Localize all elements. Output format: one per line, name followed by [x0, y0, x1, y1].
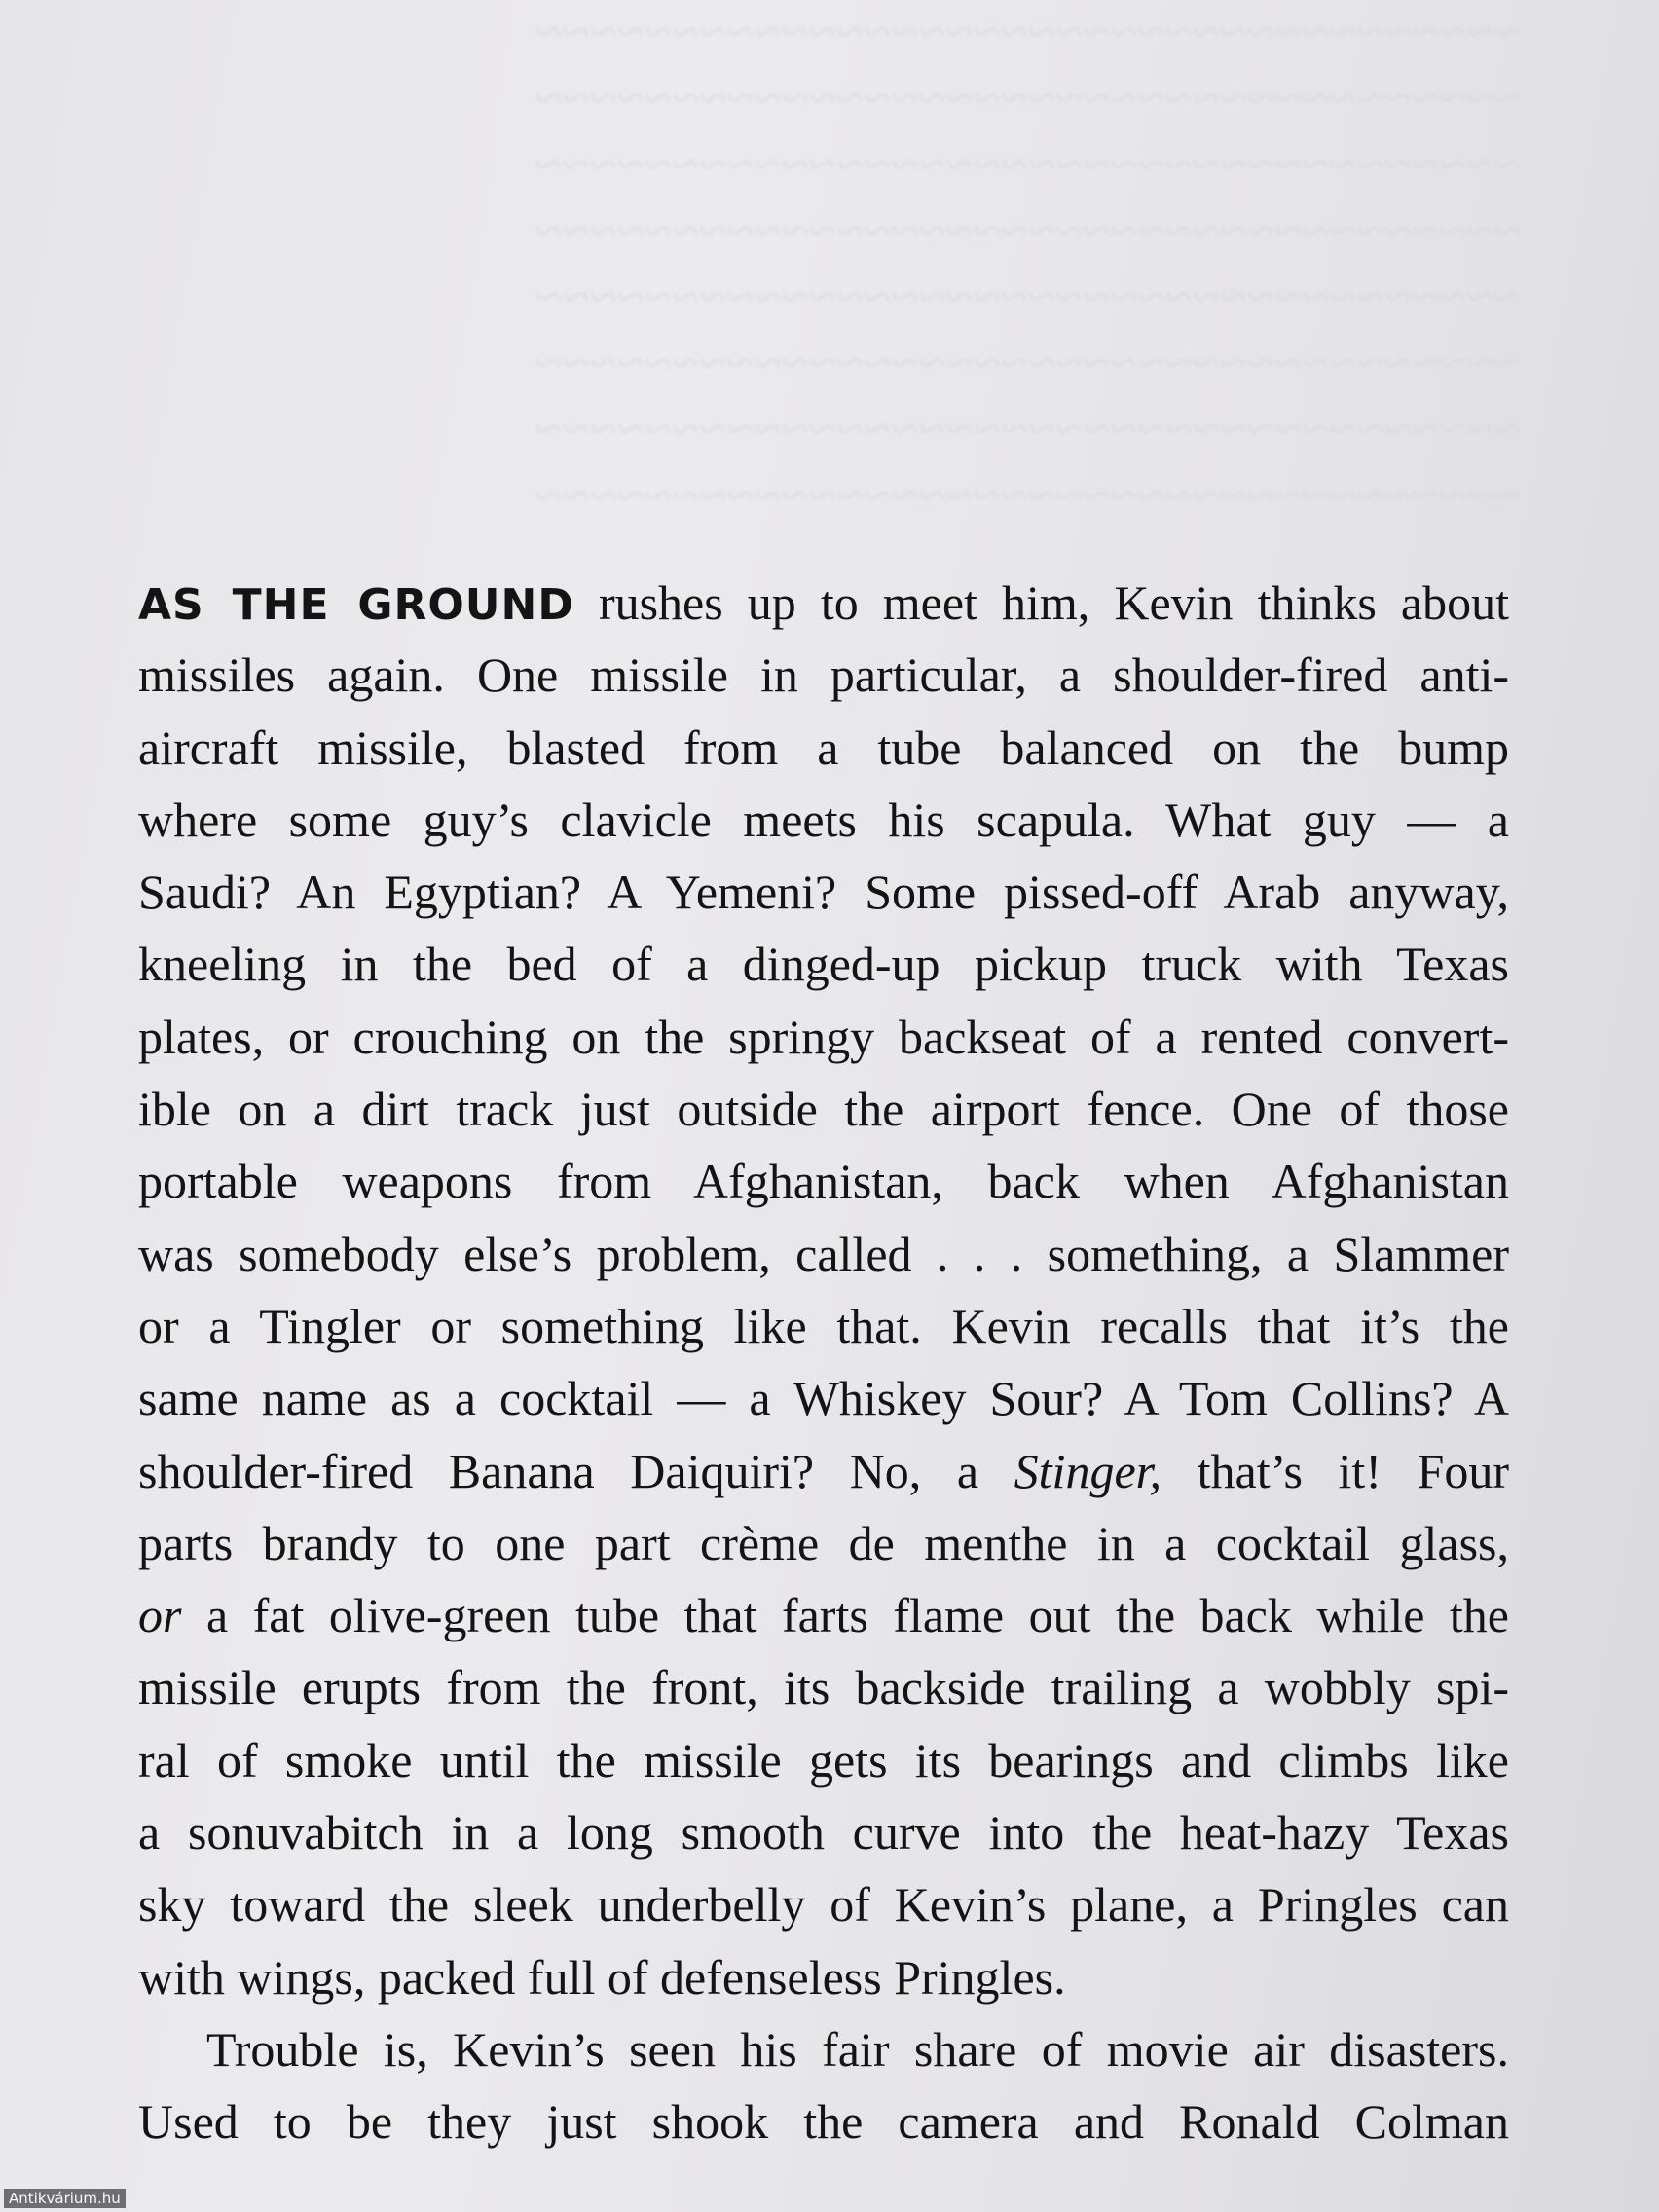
- text-line: Saudi? An Egyptian? A Yemeni? Some pissed-off Arab anyway,: [138, 865, 1509, 920]
- text-line: aircraft missile, blasted from a tube balanced on the bump: [138, 719, 1509, 775]
- text-line: or a fat olive-green tube that farts flame out the back while the: [138, 1588, 1509, 1643]
- text-line: sky toward the sleek underbelly of Kevin’s plane, a Pringles can: [138, 1877, 1509, 1933]
- text-line: missiles again. One missile in particular, a shoulder-fired anti-: [138, 647, 1509, 703]
- italic-word: or: [138, 1588, 182, 1643]
- text-line: with wings, packed full of defenseless Pringles.: [138, 1949, 1066, 2005]
- text-line: a sonuvabitch in a long smooth curve into the heat-hazy Texas: [138, 1805, 1509, 1861]
- text-line: ral of smoke until the missile gets its bearings and climbs like: [138, 1732, 1509, 1788]
- text-line: missile erupts from the front, its backside trailing a wobbly spi-: [138, 1660, 1509, 1715]
- text-line: where some guy’s clavicle meets his scapula. What guy — a: [138, 792, 1509, 847]
- text-line: ible on a dirt track just outside the airport fence. One of those: [138, 1082, 1509, 1137]
- text-line: same name as a cocktail — a Whiskey Sour? A Tom Collins? A: [138, 1371, 1509, 1426]
- chapter-lead-in: AS THE GROUND: [138, 580, 574, 630]
- text-line: plates, or crouching on the springy backseat of a rented convert-: [138, 1009, 1509, 1064]
- text-line: Trouble is, Kevin’s seen his fair share of movie air disasters.: [206, 2021, 1509, 2077]
- text-line: AS THE GROUND rushes up to meet him, Kevin thinks about: [138, 575, 1509, 630]
- text-line: parts brandy to one part crème de menthe in a cocktail glass,: [138, 1515, 1509, 1570]
- text-line: kneeling in the bed of a dinged-up pickup truck with Texas: [138, 937, 1509, 992]
- text-line: shoulder-fired Banana Daiquiri? No, a Stinger, that’s it! Four: [138, 1443, 1510, 1498]
- italic-word: Stinger,: [1014, 1443, 1162, 1498]
- text-line: or a Tingler or something like that. Kevin recalls that it’s the: [138, 1298, 1509, 1353]
- bleed-through-text: ~~~~~~~~~~~~~~~~~~~~~~~~~~~~~~~~~~~~ ~~~~~~~~~~~~~~~~~~~~~~~~~~~~~~~~~~~~ ~~~~~~~~~~~~~~~~~~~~~~~~~~~~~~~~~~~~ ~~~~~~~~~~~~~~~~~~~~~~~~~~~~~~~~~~~~ ~~~~~~~~~~~~~~~~~~~~~~~~~~~~~~~~~~~~ ~~~~~~~~~~~~~~~~~~~~~~~~~~~~~~~~~~~~ ~~~~~~~~~~~~~~~~~~~~~~~~~~~~~~~~~~~~ ~~~~~~~~~~~~~~~~~~~~~~~~~~~~~~~~~~~~: [535, 5, 1521, 524]
- text-line: portable weapons from Afghanistan, back when Afghanistan: [138, 1154, 1509, 1209]
- text-line: Used to be they just shook the camera and Ronald Colman: [138, 2094, 1509, 2150]
- chapter-body-text: [138, 567, 1509, 2158]
- text-line: was somebody else’s problem, called . . . something, a Slammer: [138, 1226, 1509, 1281]
- watermark: Antikvárium.hu: [4, 2189, 126, 2208]
